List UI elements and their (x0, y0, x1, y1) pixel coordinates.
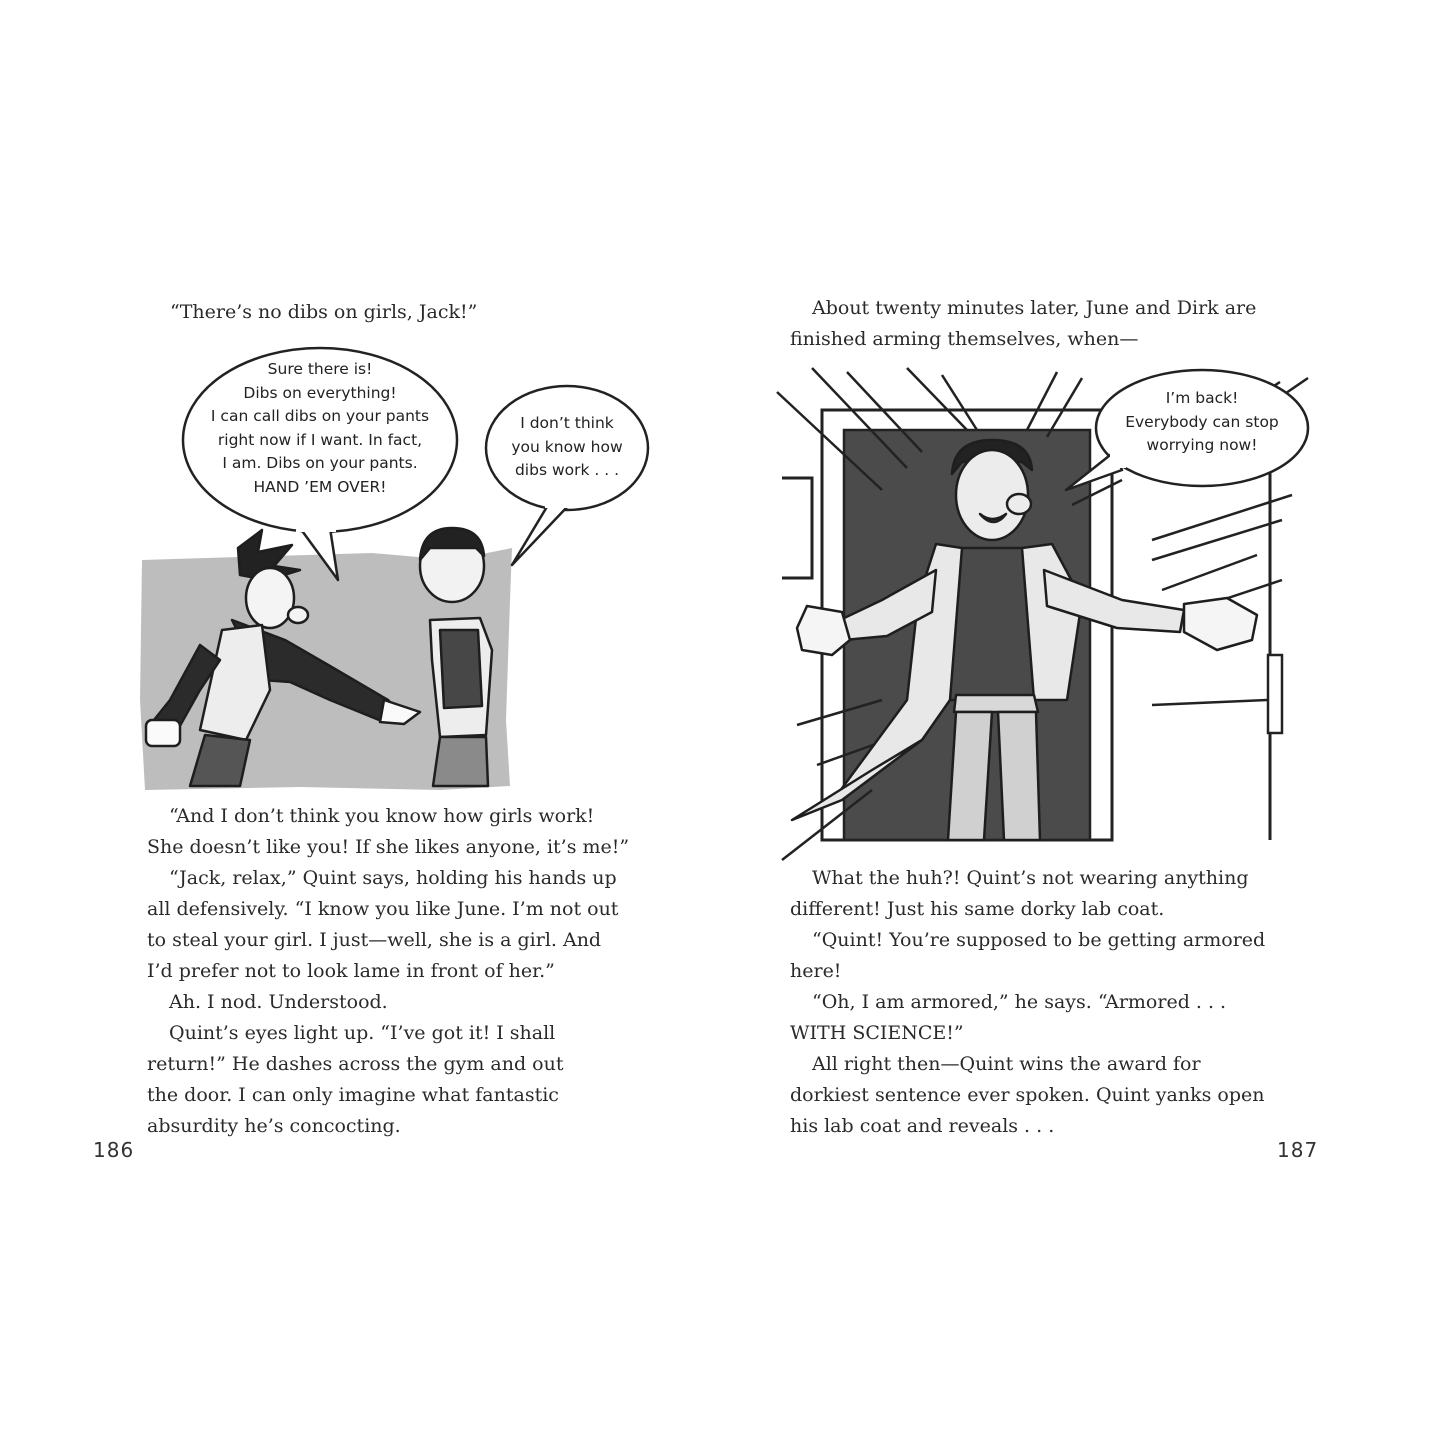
right-page (722, 0, 1445, 1445)
door-handle (1268, 655, 1282, 733)
quint-bubble-tail (512, 505, 568, 565)
left-body-text: “And I don’t think you know how girls work! She doesn’t like you! If she likes anyone, it’s me!” “Jack, relax,” Quint says, holding his hands up all defensively. “I know you like June. I’m not out to steal your girl. I just—well, she is a girl. And I’d prefer not to look lame in front of her.” Ah. I nod. Understood. Quint’s eyes light up. “I’ve got it! I shall return!” He dashes across the gym and out the door. I can only imagine what fantastic absurdity he’s concocting. (147, 805, 630, 1137)
page-number: 186 (93, 1138, 135, 1162)
left-page (0, 0, 722, 1445)
jack-bubble-text: Sure there is! Dibs on everything! I can call dibs on your pants right now if I want. In fact, I am. Dibs on your pants. HAND ’EM OVER! (210, 360, 430, 496)
page-number: 187 (1277, 1138, 1319, 1162)
opening-line: “There’s no dibs on girls, Jack!” (170, 301, 478, 323)
right-body-text: What the huh?! Quint’s not wearing anything different! Just his same dorky lab coat. “Quint! You’re supposed to be getting armored here! “Oh, I am armored,” he says. “Armored . . . WITH SCIENCE!” All right then—Quint wins the award for dorkiest sentence ever spoken. Quint yanks open his lab coat and reveals . . . (790, 867, 1266, 1137)
right-intro-text: About twenty minutes later, June and Dirk are finished arming themselves, when— (790, 297, 1257, 350)
quint-back-bubble-text: I’m back! Everybody can stop worrying now! (1125, 389, 1279, 454)
illustration-quint-door (722, 0, 1445, 900)
quint-bubble-text: I don’t think you know how dibs work . . . (511, 414, 623, 479)
